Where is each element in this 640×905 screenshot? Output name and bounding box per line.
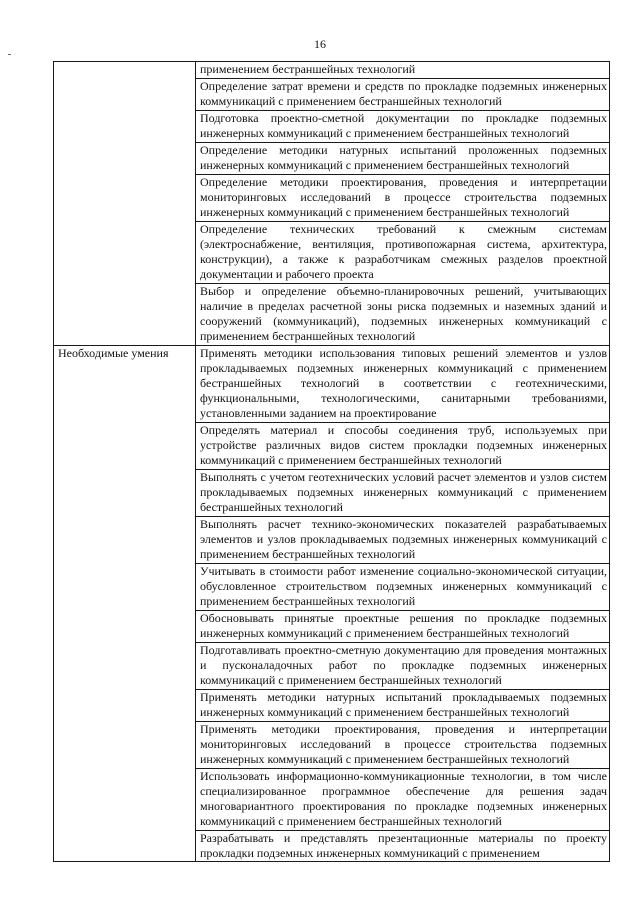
requirement-text: Применять методики использования типовых решений элементов и узлов прокладываемых подземных инженерных коммуникаций с применением бестраншейных технологий в соответствии с геотехническими, функциональными, технологическими, санитарными требованиями, установленными заданием на проектирование — [200, 346, 607, 420]
requirement-text: Определение технических требований к смежным системам (электроснабжение, вентиляция, противопожарная система, архитектура, конструкции), а также к разработчикам смежных разделов проектной документации и рабочего проекта — [200, 222, 607, 281]
requirement-cell — [196, 611, 610, 643]
requirements-table — [53, 61, 610, 862]
scan-mark — [8, 54, 11, 55]
requirement-text: Определение методики проектирования, проведения и интерпретации мониторинговых исследований в процессе строительства подземных инженерных коммуникаций с применением бестраншейных технологий — [200, 175, 607, 219]
requirement-cell — [196, 517, 610, 564]
requirement-cell — [196, 222, 610, 284]
requirement-cell — [196, 722, 610, 769]
requirement-text: Учитывать в стоимости работ изменение социально-экономической ситуации, обусловленное строительством подземных инженерных коммуникаций с применением бестраншейных технологий — [200, 564, 607, 608]
requirement-text: Применять методики проектирования, проведения и интерпретации мониторинговых исследований в процессе строительства подземных инженерных коммуникаций с применением бестраншейных технологий — [200, 722, 607, 766]
requirement-cell — [196, 111, 610, 143]
requirement-cell — [196, 690, 610, 722]
section-label-cell — [54, 346, 196, 862]
requirement-text: Использовать информационно-коммуникационные технологии, в том числе специализированное программное обеспечение для решения задач многовариантного проектирования по прокладке подземных инженерных коммуникаций с применением бестраншейных технологий — [200, 769, 607, 828]
requirement-cell — [196, 346, 610, 423]
requirement-text: применением бестраншейных технологий — [200, 62, 416, 76]
requirement-cell — [196, 62, 610, 79]
requirement-cell — [196, 564, 610, 611]
requirement-cell — [196, 143, 610, 175]
requirement-text: Определение затрат времени и средств по прокладке подземных инженерных коммуникаций с применением бестраншейных технологий — [200, 79, 607, 108]
requirement-text: Подготовка проектно-сметной документации по прокладке подземных инженерных коммуникаций с применением бестраншейных технологий — [200, 111, 607, 140]
requirement-text: Определение методики натурных испытаний проложенных подземных инженерных коммуникаций с применением бестраншейных технологий — [200, 143, 607, 172]
requirement-cell — [196, 175, 610, 222]
requirement-cell — [196, 643, 610, 690]
requirement-text: Определять материал и способы соединения труб, используемых при устройстве различных видов систем прокладки подземных инженерных коммуникаций с применением бестраншейных технологий — [200, 423, 607, 467]
section-label-cell-continued — [54, 62, 196, 346]
requirement-cell — [196, 769, 610, 831]
requirement-cell — [196, 79, 610, 111]
requirement-text: Выполнять с учетом геотехнических условий расчет элементов и узлов систем прокладываемых подземных инженерных коммуникаций с применением бестраншейных технологий — [200, 470, 607, 514]
table-row — [54, 62, 610, 79]
requirement-text: Выбор и определение объемно-планировочных решений, учитывающих наличие в пределах расчетной зоны риска подземных и наземных зданий и сооружений (коммуникаций), подземных инженерных коммуникаций с применением бестраншейных технологий — [200, 284, 607, 343]
requirement-text: Разрабатывать и представлять презентационные материалы по проекту прокладки подземных инженерных коммуникаций с применением — [200, 831, 607, 860]
section-label: Необходимые умения — [58, 346, 169, 360]
requirement-text: Обосновывать принятые проектные решения по прокладке подземных инженерных коммуникаций с применением бестраншейных технологий — [200, 611, 607, 640]
requirements-table-body — [54, 62, 610, 862]
requirement-cell — [196, 423, 610, 470]
requirement-cell — [196, 831, 610, 862]
requirement-cell — [196, 470, 610, 517]
requirement-text: Выполнять расчет технико-экономических показателей разрабатываемых элементов и узлов прокладываемых подземных инженерных коммуникаций с применением бестраншейных технологий — [200, 517, 607, 561]
page-number: 16 — [314, 37, 326, 51]
requirement-text: Подготавливать проектно-сметную документацию для проведения монтажных и пусконаладочных работ по прокладке подземных инженерных коммуникаций с применением бестраншейных технологий — [200, 643, 607, 687]
requirement-text: Применять методики натурных испытаний прокладываемых подземных инженерных коммуникаций с применением бестраншейных технологий — [200, 690, 607, 719]
table-row — [54, 346, 610, 423]
requirement-cell — [196, 284, 610, 346]
